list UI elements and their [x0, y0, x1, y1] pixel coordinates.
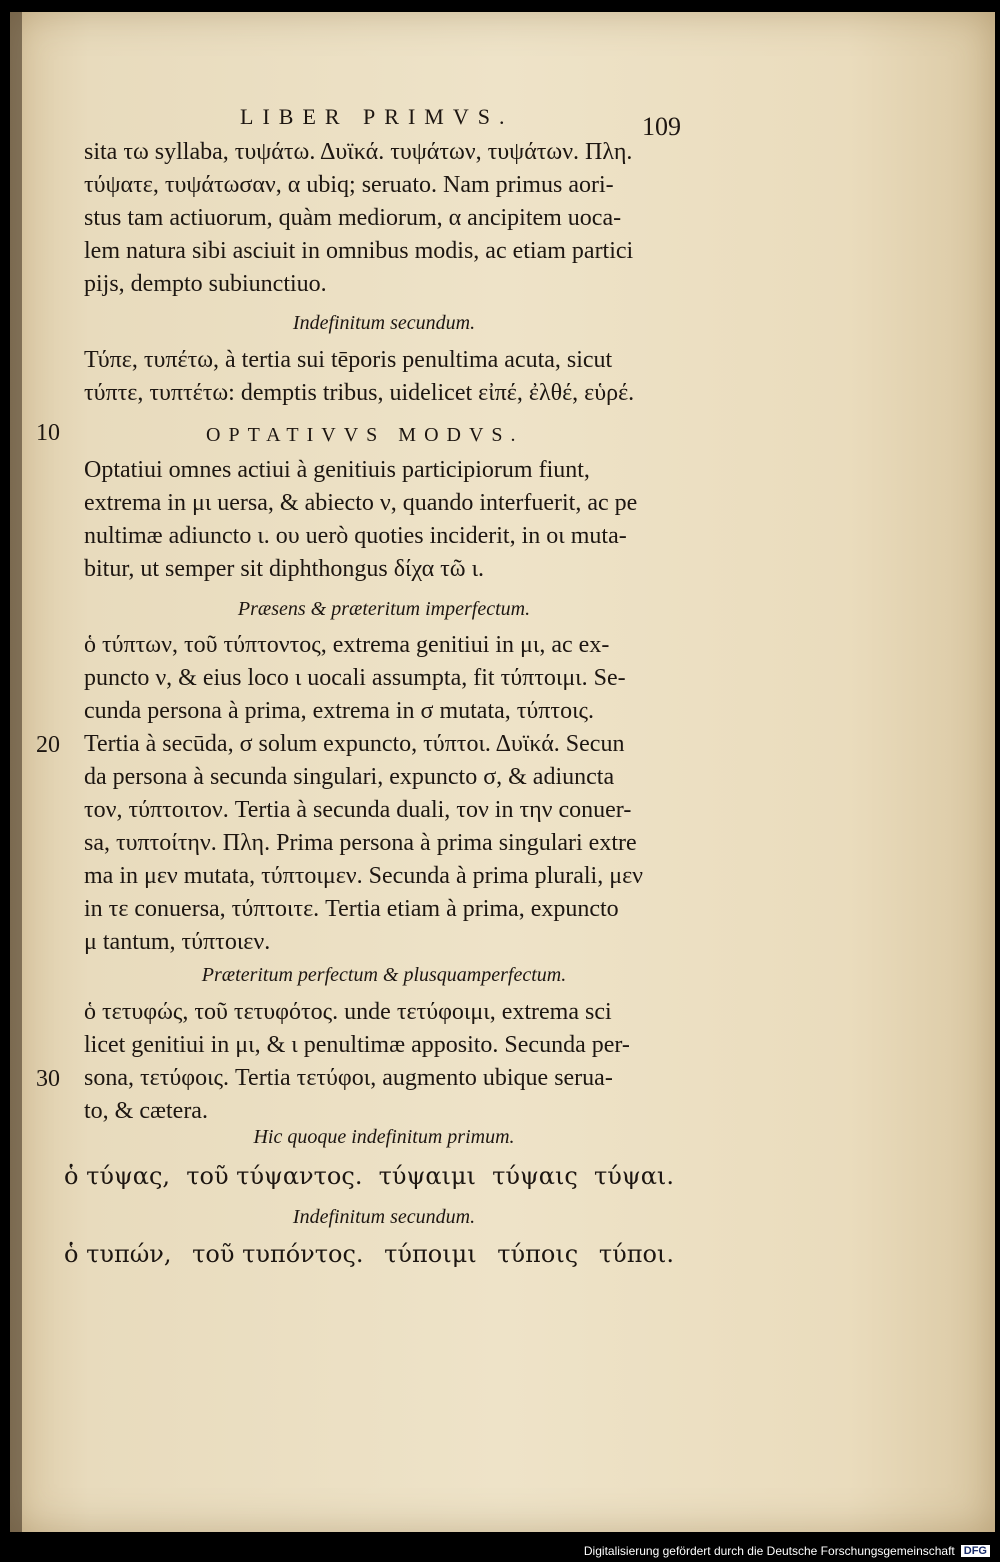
paradigm-cell: τύψαις	[492, 1162, 578, 1190]
text-line: puncto ν, & eius loco ι uocali assumpta, fit τύπτοιμι. Se-	[84, 665, 626, 691]
text-line: μ tantum, τύπτοιεν.	[84, 929, 271, 955]
section-heading: Hic quoque indefinitum primum.	[253, 1126, 515, 1148]
digitization-credit	[584, 1544, 990, 1558]
paradigm-row	[64, 1162, 674, 1190]
paradigm-row	[64, 1240, 674, 1268]
margin-line-number: 20	[36, 732, 60, 758]
text-line: τύψατε, τυψάτωσαν, α ubiq; seruato. Nam primus aori-	[84, 172, 614, 198]
text-line: Τύπε, τυπέτω, à tertia sui tēporis penultima acuta, sicut	[84, 347, 613, 373]
text-line: pijs, dempto subiunctiuo.	[84, 271, 327, 297]
section-heading: Præsens & præteritum imperfectum.	[237, 598, 531, 620]
text-line: ὁ τύπτων, τοῦ τύπτοντος, extrema genitiui in μι, ac ex-	[84, 632, 610, 658]
section-title: OPTATIVVS MODVS.	[206, 424, 524, 446]
section-heading: Præteritum perfectum & plusquamperfectum.	[201, 964, 567, 986]
paradigm-cell: τοῦ τύψαντος.	[186, 1162, 363, 1190]
section-heading: Indefinitum secundum.	[292, 1206, 476, 1228]
text-line: bitur, ut semper sit diphthongus δίχα τῶ ι.	[84, 556, 485, 582]
text-line: in τε conuersa, τύπτοιτε. Tertia etiam à prima, expuncto	[84, 896, 619, 922]
text-line: licet genitiui in μι, & ι penultimæ apposito. Secunda per-	[84, 1032, 630, 1058]
text-line: ὁ τετυφώς, τοῦ τετυφότος. unde τετύφοιμι, extrema sci	[84, 999, 612, 1025]
paradigm-cell: τύποις	[497, 1240, 579, 1268]
text-line: to, & cætera.	[84, 1098, 208, 1124]
text-line: lem natura sibi asciuit in omnibus modis, ac etiam partici	[84, 238, 634, 264]
text-line: nultimæ adiuncto ι. ου uerò quoties inciderit, in οι muta-	[84, 523, 627, 549]
paradigm-cell: ὁ τύψας,	[64, 1162, 171, 1190]
paradigm-cell: ὁ τυπών,	[64, 1240, 172, 1268]
section-heading: Indefinitum secundum.	[292, 312, 476, 334]
text-line: τον, τύπτοιτον. Tertia à secunda duali, τον in την conuer-	[84, 797, 632, 823]
text-line: sita τω syllaba, τυψάτω. Δυϊκά. τυψάτων, τυψάτων. Πλη.	[84, 139, 633, 165]
paradigm-cell: τύποιμι	[384, 1240, 477, 1268]
dfg-logo: DFG	[961, 1545, 990, 1557]
text-line: sa, τυπτοίτην. Πλη. Prima persona à prima singulari extre	[84, 830, 637, 856]
margin-line-number: 30	[36, 1066, 60, 1092]
text-line: sona, τετύφοις. Tertia τετύφοι, augmento ubique serua-	[84, 1065, 613, 1091]
running-title: LIBER PRIMVS.	[240, 104, 514, 129]
text-line: cunda persona à prima, extrema in σ mutata, τύπτοις.	[84, 698, 595, 724]
folio-number: 109	[642, 112, 681, 141]
paradigm-cell: τύψαιμι	[378, 1162, 476, 1190]
page-shadow-edge	[10, 12, 22, 1532]
text-line: stus tam actiuorum, quàm mediorum, α ancipitem uoca-	[84, 205, 622, 231]
paradigm-cell: τοῦ τυπόντος.	[192, 1240, 364, 1268]
text-line: extrema in μι uersa, & abiecto ν, quando interfuerit, ac pe	[84, 490, 638, 516]
text-line: ma in μεν mutata, τύπτοιμεν. Secunda à prima plurali, μεν	[84, 863, 644, 889]
text-line: da persona à secunda singulari, expuncto σ, & adiuncta	[84, 764, 615, 790]
text-line: Optatiui omnes actiui à genitiuis participiorum fiunt,	[84, 457, 590, 483]
paradigm-cell: τύψαι.	[594, 1162, 674, 1190]
credit-text: Digitalisierung gefördert durch die Deutsche Forschungsgemeinschaft	[583, 1544, 955, 1558]
text-line: Tertia à secūda, σ solum expuncto, τύπτοι. Δυϊκά. Secun	[84, 731, 625, 757]
margin-line-number: 10	[36, 420, 60, 446]
paradigm-cell: τύποι.	[598, 1240, 674, 1268]
text-line: τύπτε, τυπτέτω: demptis tribus, uidelicet εἰπέ, ἐλθέ, εὑρέ.	[84, 380, 635, 406]
